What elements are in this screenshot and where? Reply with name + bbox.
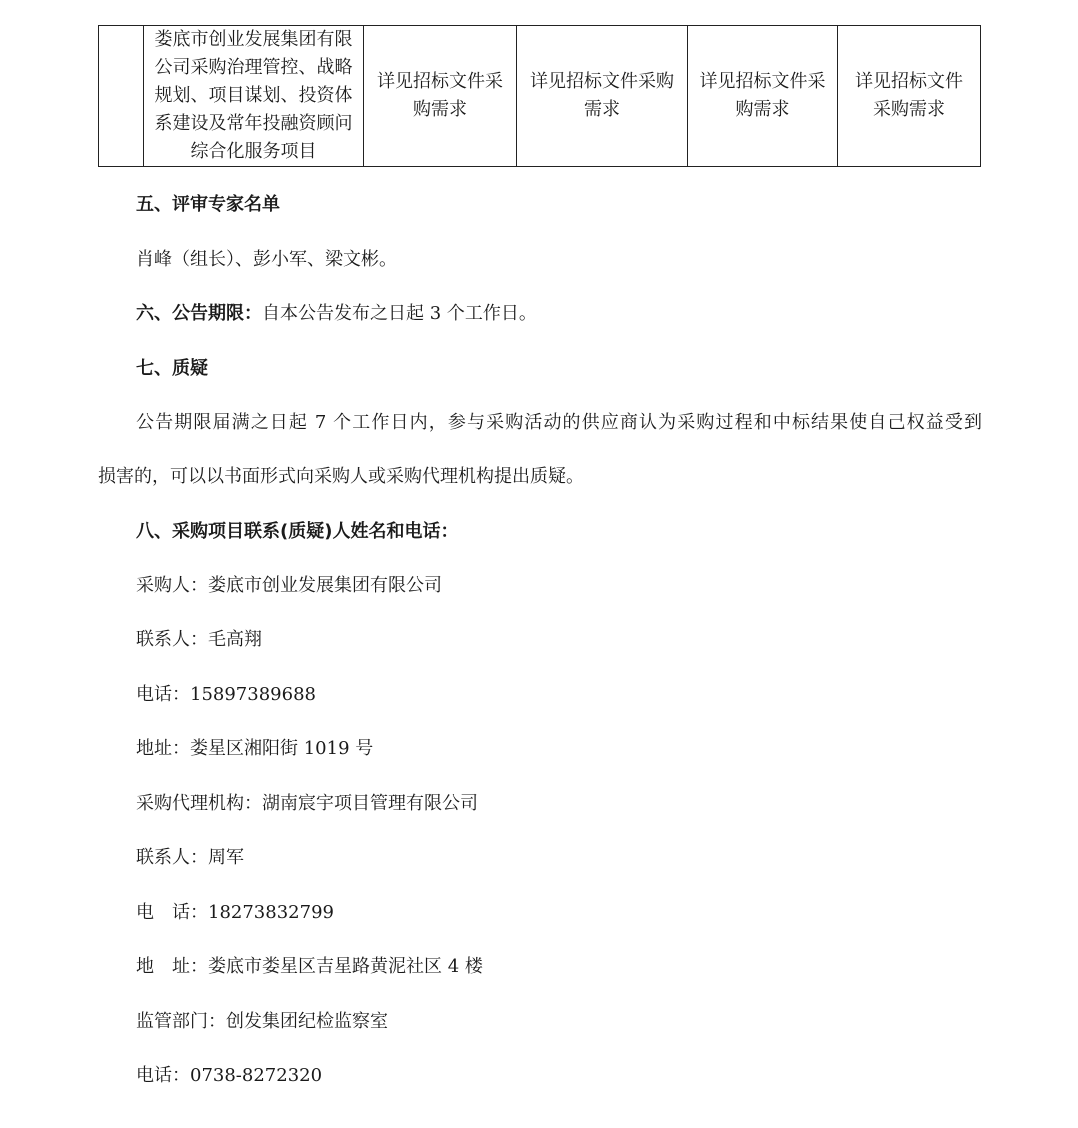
requirement-text: 详见招标文件采购需求: [699, 71, 826, 120]
section6-text: 自本公告发布之日起 3 个工作日。: [262, 303, 537, 324]
requirement-cell: [517, 26, 688, 167]
section5-heading: 五、评审专家名单: [136, 194, 280, 215]
requirement-text: 详见招标文件采购需求: [530, 71, 674, 120]
requirement-cell: [688, 26, 838, 167]
agency-contact: 联系人：周军: [136, 847, 244, 868]
project-name-text: 娄底市创业发展集团有限公司采购治理管控、战略规划、项目谋划、投资体系建设及常年投融资顾问综合化服务项目: [154, 29, 353, 162]
section6-heading: 六、公告期限：: [136, 303, 262, 324]
section7-heading: 七、质疑: [136, 358, 208, 379]
purchaser-contact: 联系人：毛高翔: [136, 629, 262, 650]
supervisor-phone: 电话：0738-8272320: [136, 1065, 323, 1086]
requirement-text: 详见招标文件采购需求: [377, 71, 503, 120]
requirement-text: 详见招标文件采购需求: [855, 71, 963, 120]
agency-address: 地 址：娄底市娄星区吉星路黄泥社区 4 楼: [136, 956, 483, 977]
section6-paragraph: [136, 302, 537, 326]
agency-phone: 电 话：18273832799: [136, 902, 334, 923]
requirement-cell: [838, 26, 981, 167]
purchaser-phone: 电话：15897389688: [136, 684, 316, 705]
table-row: [99, 26, 981, 167]
section7-text-line1: 公告期限届满之日起 7 个工作日内，参与采购活动的供应商认为采购过程和中标结果使自己权益受到: [136, 412, 982, 433]
section8-heading: 八、采购项目联系(质疑)人姓名和电话：: [136, 521, 459, 542]
row-index-cell: [99, 26, 144, 167]
project-name-cell: [144, 26, 364, 167]
supervisor: 监管部门：创发集团纪检监察室: [136, 1011, 388, 1032]
requirements-table: [98, 25, 981, 167]
requirement-cell: [364, 26, 517, 167]
section7-text-line2: 损害的，可以以书面形式向采购人或采购代理机构提出质疑。: [98, 466, 584, 487]
purchaser: 采购人：娄底市创业发展集团有限公司: [136, 575, 442, 596]
agency: 采购代理机构：湖南宸宇项目管理有限公司: [136, 793, 478, 814]
expert-list: 肖峰（组长）、彭小军、梁文彬。: [136, 249, 397, 270]
purchaser-address: 地址：娄星区湘阳街 1019 号: [136, 738, 374, 759]
